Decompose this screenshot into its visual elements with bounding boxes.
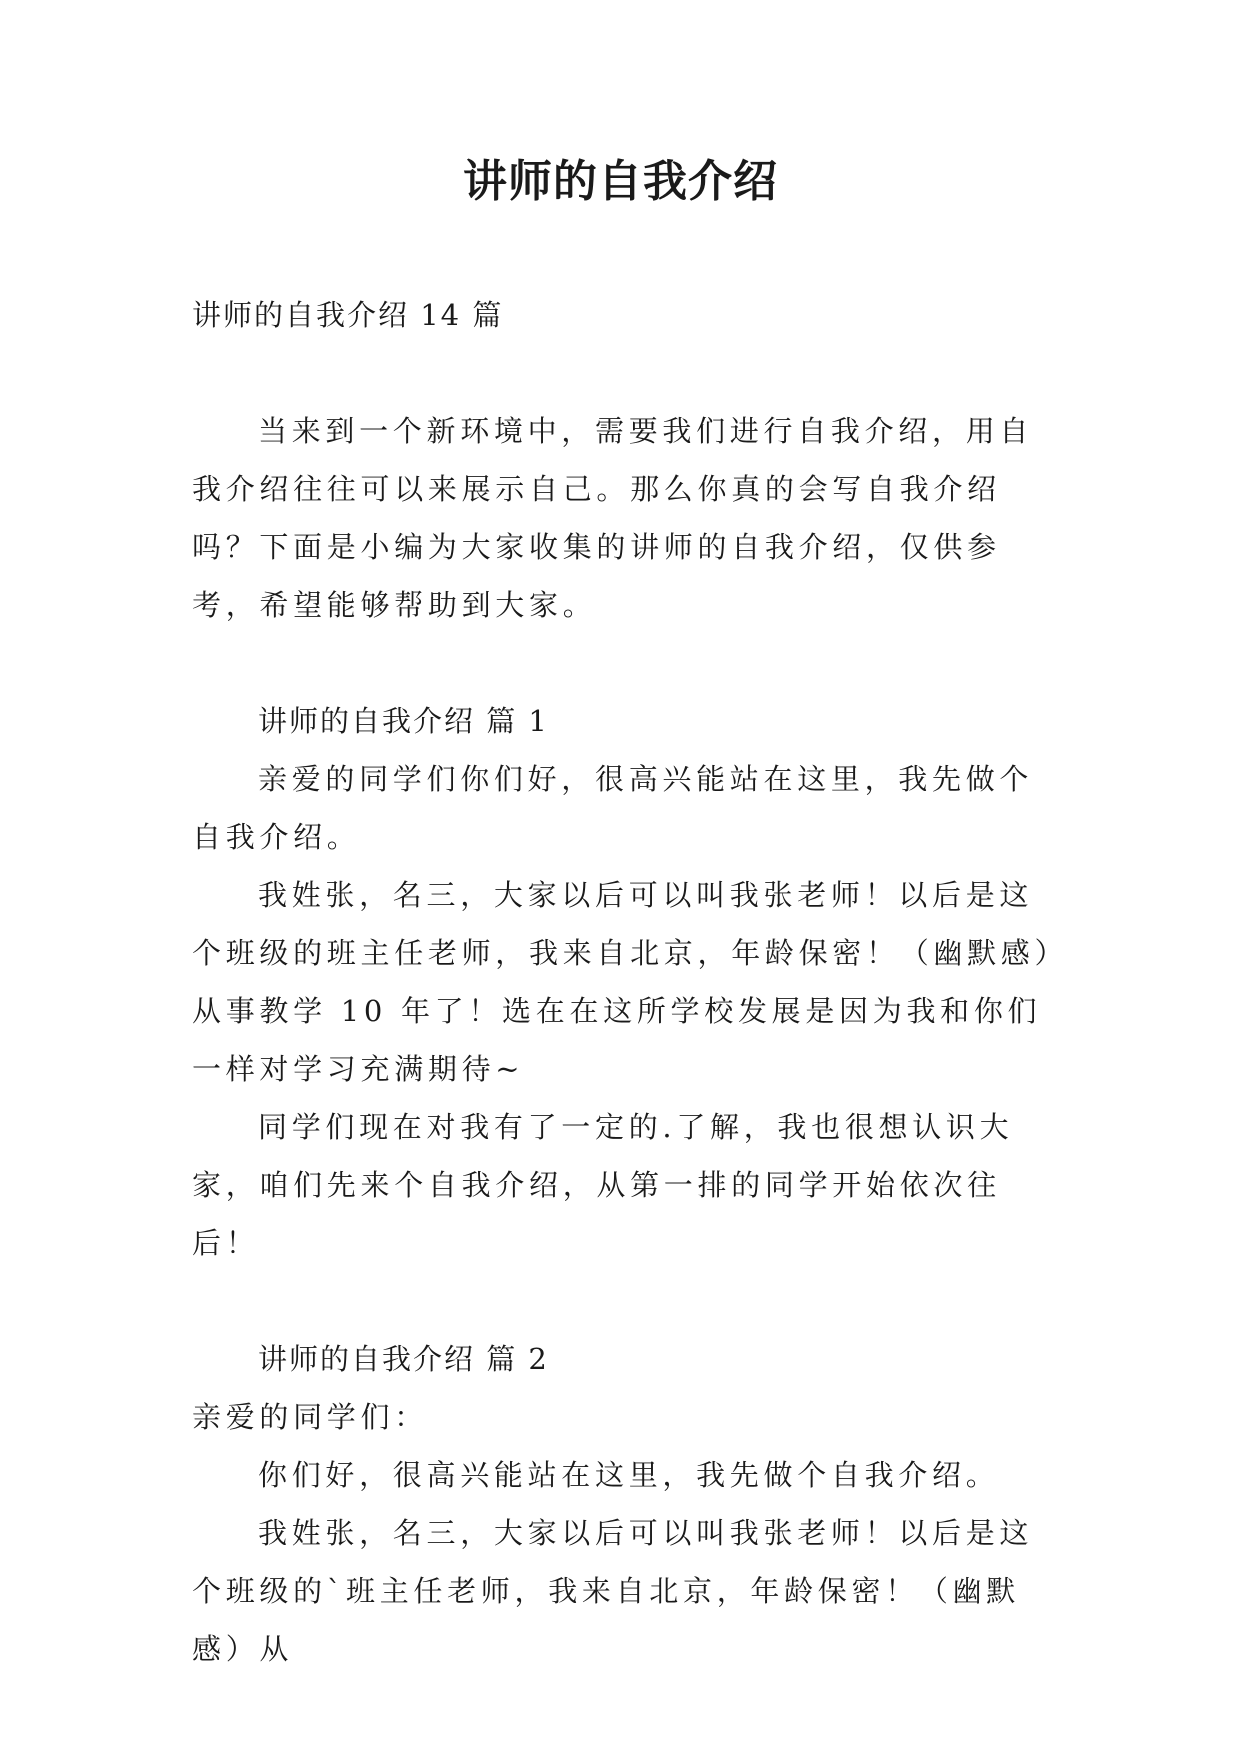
spacer [192,634,1062,692]
document-subtitle: 讲师的自我介绍 14 篇 [192,298,504,332]
section-2-paragraph-1: 你们好，很高兴能站在这里，我先做个自我介绍。 [258,1458,1000,1492]
intro-paragraph: 当来到一个新环境中，需要我们进行自我介绍，用自我介绍往往可以来展示自己。那么你真的会写自我介绍吗？下面是小编为大家收集的讲师的自我介绍，仅供参考，希望能够帮助到大家。 [192,414,1034,622]
section-2-salutation: 亲爱的同学们： [192,1400,428,1434]
document-body [192,286,1062,1678]
section-1-paragraph-1: 亲爱的同学们你们好，很高兴能站在这里，我先做个自我介绍。 [192,762,1034,854]
document-title: 讲师的自我介绍 [463,156,778,207]
section-2-paragraph-2: 我姓张，名三，大家以后可以叫我张老师！以后是这个班级的`班主任老师，我来自北京，年龄保密！（幽默感）从 [192,1516,1034,1666]
spacer [192,344,1062,402]
section-1-paragraph-2: 我姓张，名三，大家以后可以叫我张老师！以后是这个班级的班主任老师，我来自北京，年龄保密！（幽默感）从事教学 10 年了！选在在这所学校发展是因为我和你们一样对学习充满期待~ [192,878,1054,1086]
spacer [192,1272,1062,1330]
section-2-heading: 讲师的自我介绍 篇 2 [258,1342,549,1376]
section-1-paragraph-3: 同学们现在对我有了一定的.了解，我也很想认识大家，咱们先来个自我介绍，从第一排的同学开始依次往后！ [192,1110,1014,1260]
section-1-heading: 讲师的自我介绍 篇 1 [258,704,549,738]
